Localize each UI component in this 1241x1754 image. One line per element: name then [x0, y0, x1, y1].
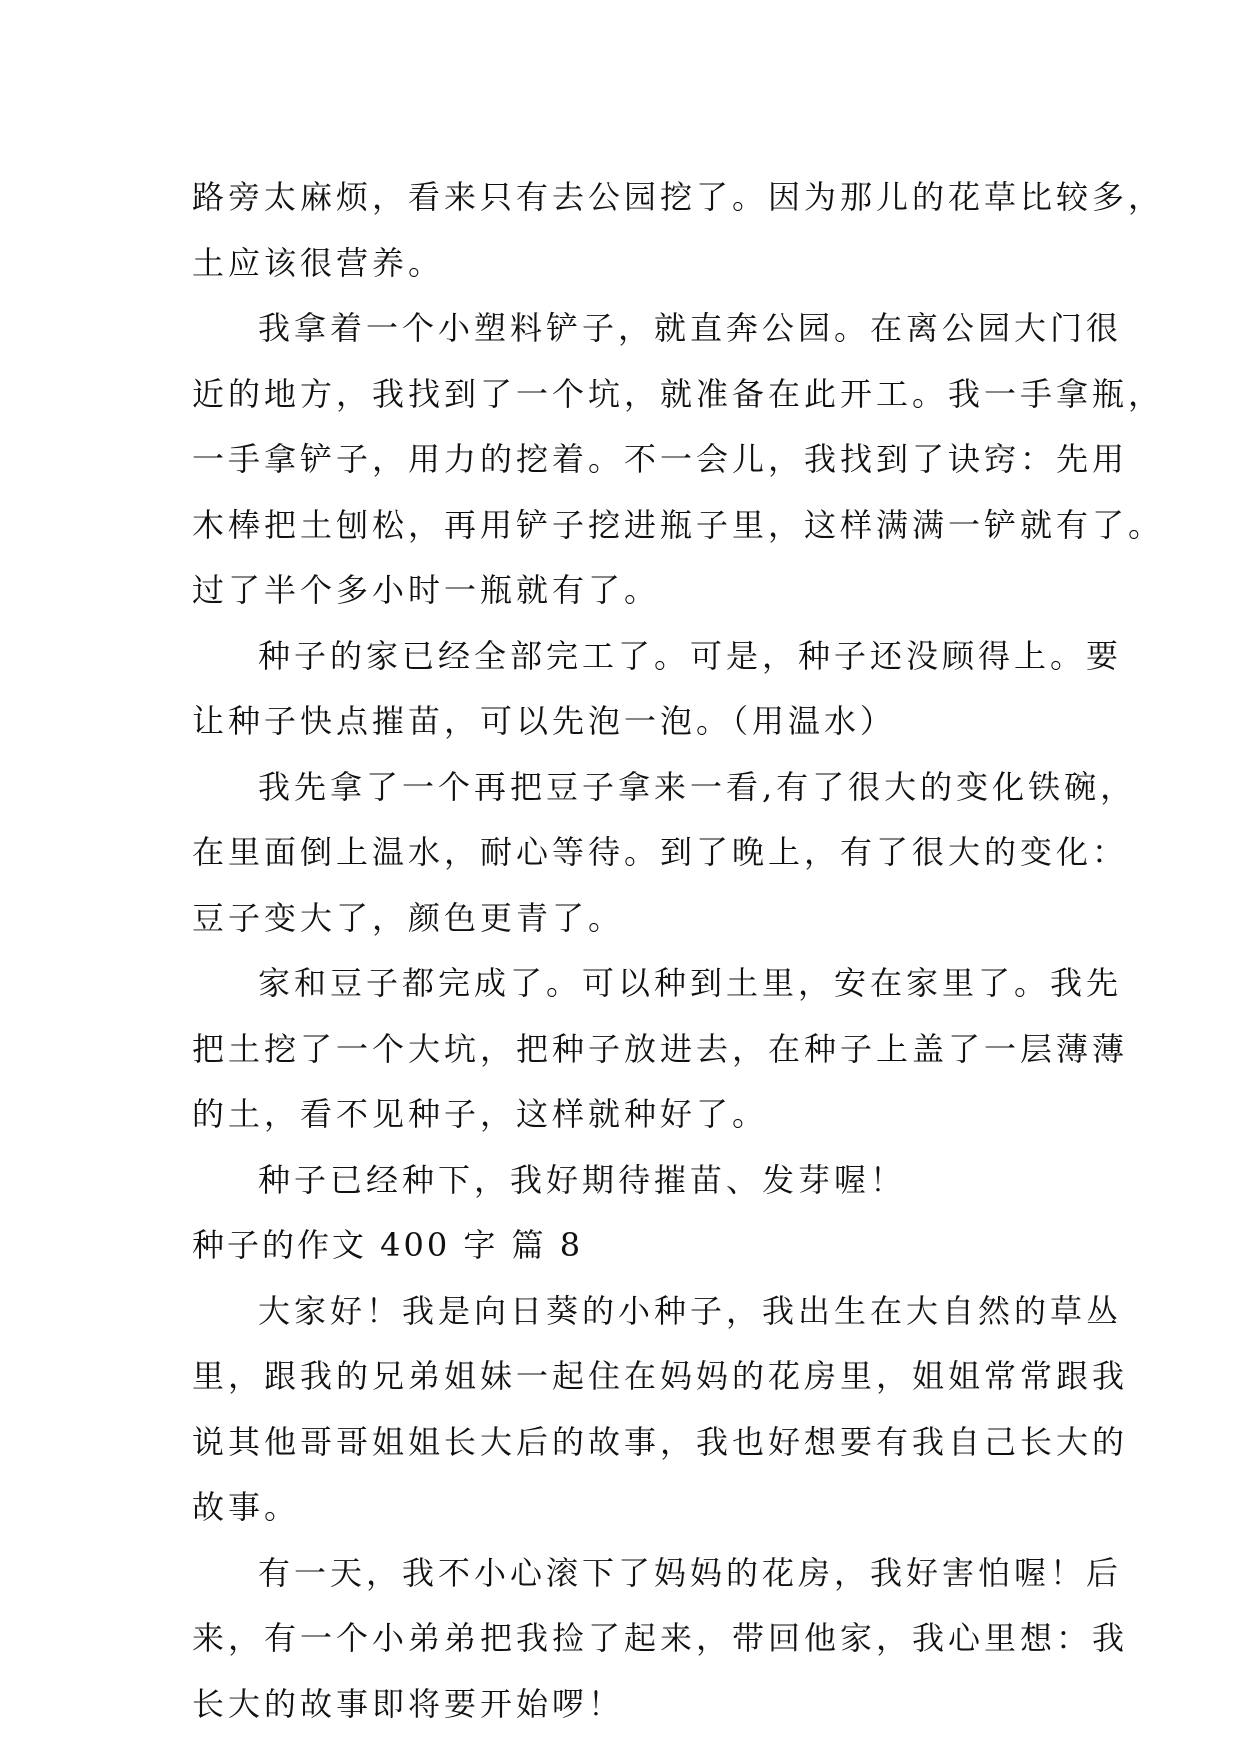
paragraph-start-line: 我拿着一个小塑料铲子，就直奔公园。在离公园大门很 [258, 309, 1123, 347]
text-line: 近的地方，我找到了一个坑，就准备在此开工。我一手拿瓶， [192, 374, 1165, 413]
text-line: 土应该很营养。 [192, 243, 445, 282]
text-line: 一手拿铲子，用力的挖着。不一会儿，我找到了诀窍：先用 [192, 440, 1129, 478]
text-line: 里，跟我的兄弟姐妹一起住在妈妈的花房里，姐姐常常跟我 [192, 1357, 1129, 1395]
text-line: 长大的故事即将要开始啰！ [192, 1684, 625, 1723]
text-line: 过了半个多小时一瓶就有了。 [192, 571, 661, 609]
text-line: 故事。 [192, 1488, 301, 1526]
text-line: 来，有一个小弟弟把我捡了起来，带回他家，我心里想：我 [192, 1619, 1129, 1657]
text-line: 路旁太麻烦，看来只有去公园挖了。因为那儿的花草比较多， [192, 178, 1165, 216]
paragraph-start-line: 种子的家已经全部完工了。可是，种子还没顾得上。要 [258, 636, 1123, 675]
paragraph-start-line: 家和豆子都完成了。可以种到土里，安在家里了。我先 [258, 964, 1123, 1002]
paragraph-start-line: 我先拿了一个再把豆子拿来一看,有了很大的变化铁碗， [258, 767, 1137, 806]
section-heading: 种子的作文 400 字 篇 8 [192, 1226, 584, 1264]
text-line: 豆子变大了，颜色更青了。 [192, 898, 625, 937]
document-body [192, 165, 1165, 1737]
text-line: 说其他哥哥姐姐长大后的故事，我也好想要有我自己长大的 [192, 1422, 1129, 1461]
text-line: 在里面倒上温水，耐心等待。到了晚上，有了很大的变化： [192, 833, 1129, 871]
paragraph-start-line: 有一天，我不小心滚下了妈妈的花房，我好害怕喔！后 [258, 1553, 1123, 1592]
text-line: 的土，看不见种子，这样就种好了。 [192, 1095, 769, 1133]
text-line: 木棒把土刨松，再用铲子挖进瓶子里，这样满满一铲就有了。 [192, 505, 1165, 544]
text-line: 让种子快点摧苗，可以先泡一泡。（用温水） [192, 702, 897, 740]
paragraph-start-line: 大家好！我是向日葵的小种子，我出生在大自然的草丛 [258, 1291, 1123, 1330]
text-line: 把土挖了一个大坑，把种子放进去，在种子上盖了一层薄薄 [192, 1029, 1129, 1068]
paragraph-start-line: 种子已经种下，我好期待摧苗、发芽喔！ [258, 1160, 907, 1199]
